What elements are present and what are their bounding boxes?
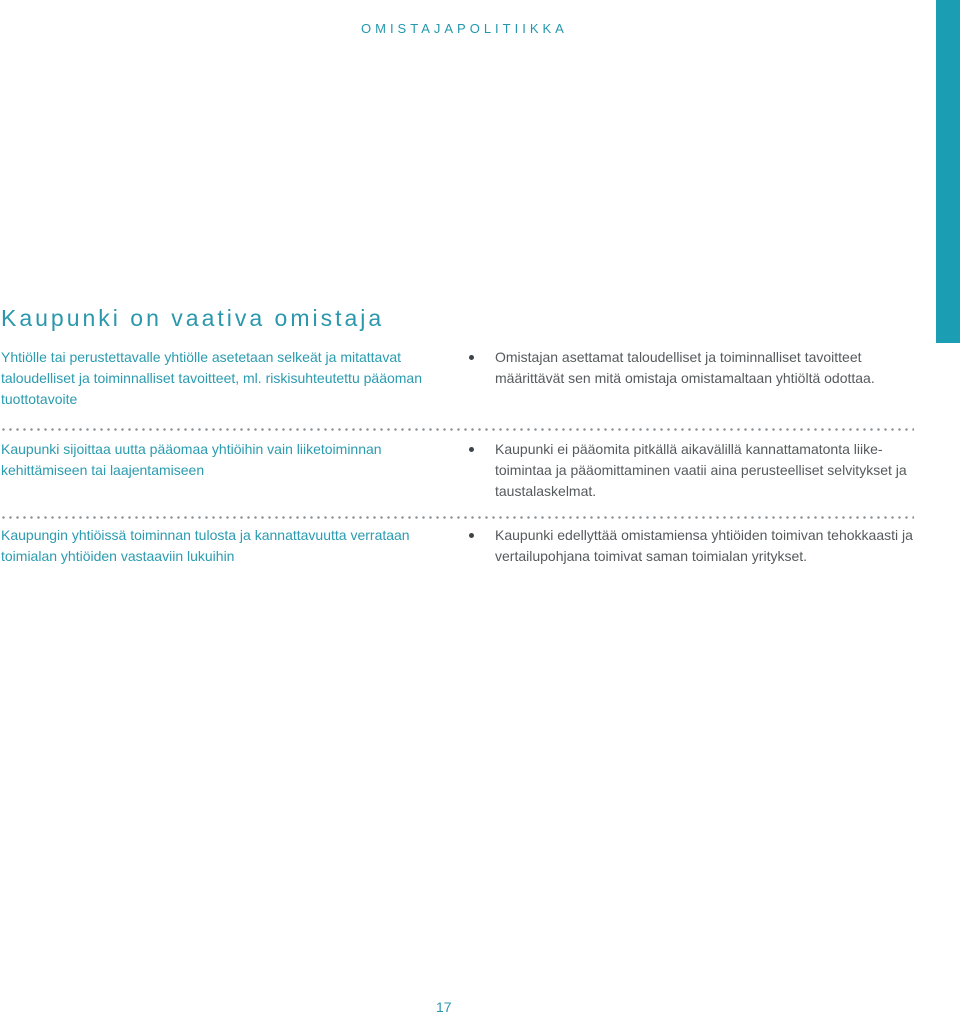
dotted-divider [0,516,914,519]
bullet-icon [469,355,474,360]
section-title: Kaupunki on vaativa omistaja [1,305,385,332]
policy-explanation-2: Kaupunki ei pääomita pitkällä aikavälillä kannattamatonta liike-toimintaa ja pääomittaminen vaatii aina perusteelliset selvitykset ja taustalaskelmat. [495,441,907,499]
policy-explanation-3: Kaupunki edellyttää omistamiensa yhtiöiden toimivan tehokkaasti ja vertailupohjana toimivat saman toimialan yritykset. [495,527,913,564]
policy-explanation-1: Omistajan asettamat taloudelliset ja toiminnalliset tavoitteet määrittävät sen mitä omistaja omistamaltaan yhtiöltä odottaa. [495,349,875,386]
running-header: OMISTAJAPOLITIIKKA [361,21,568,36]
policy-statement-3: Kaupungin yhtiöissä toiminnan tulosta ja kannattavuutta verrataan toimialan yhtiöiden vastaaviin lukuihin [1,527,410,564]
policy-statement-1: Yhtiölle tai perustettavalle yhtiölle asetetaan selkeät ja mitattavat taloudelliset ja toiminnalliset tavoitteet, ml. riskisuhteutettu pääoman tuottotavoite [1,349,422,407]
section-tab-marker [936,0,960,343]
bullet-icon [469,447,474,452]
dotted-divider [0,428,914,431]
bullet-icon [469,533,474,538]
policy-statement-2: Kaupunki sijoittaa uutta pääomaa yhtiöihin vain liiketoiminnan kehittämiseen tai laajentamiseen [1,441,382,478]
page-number: 17 [436,999,452,1015]
